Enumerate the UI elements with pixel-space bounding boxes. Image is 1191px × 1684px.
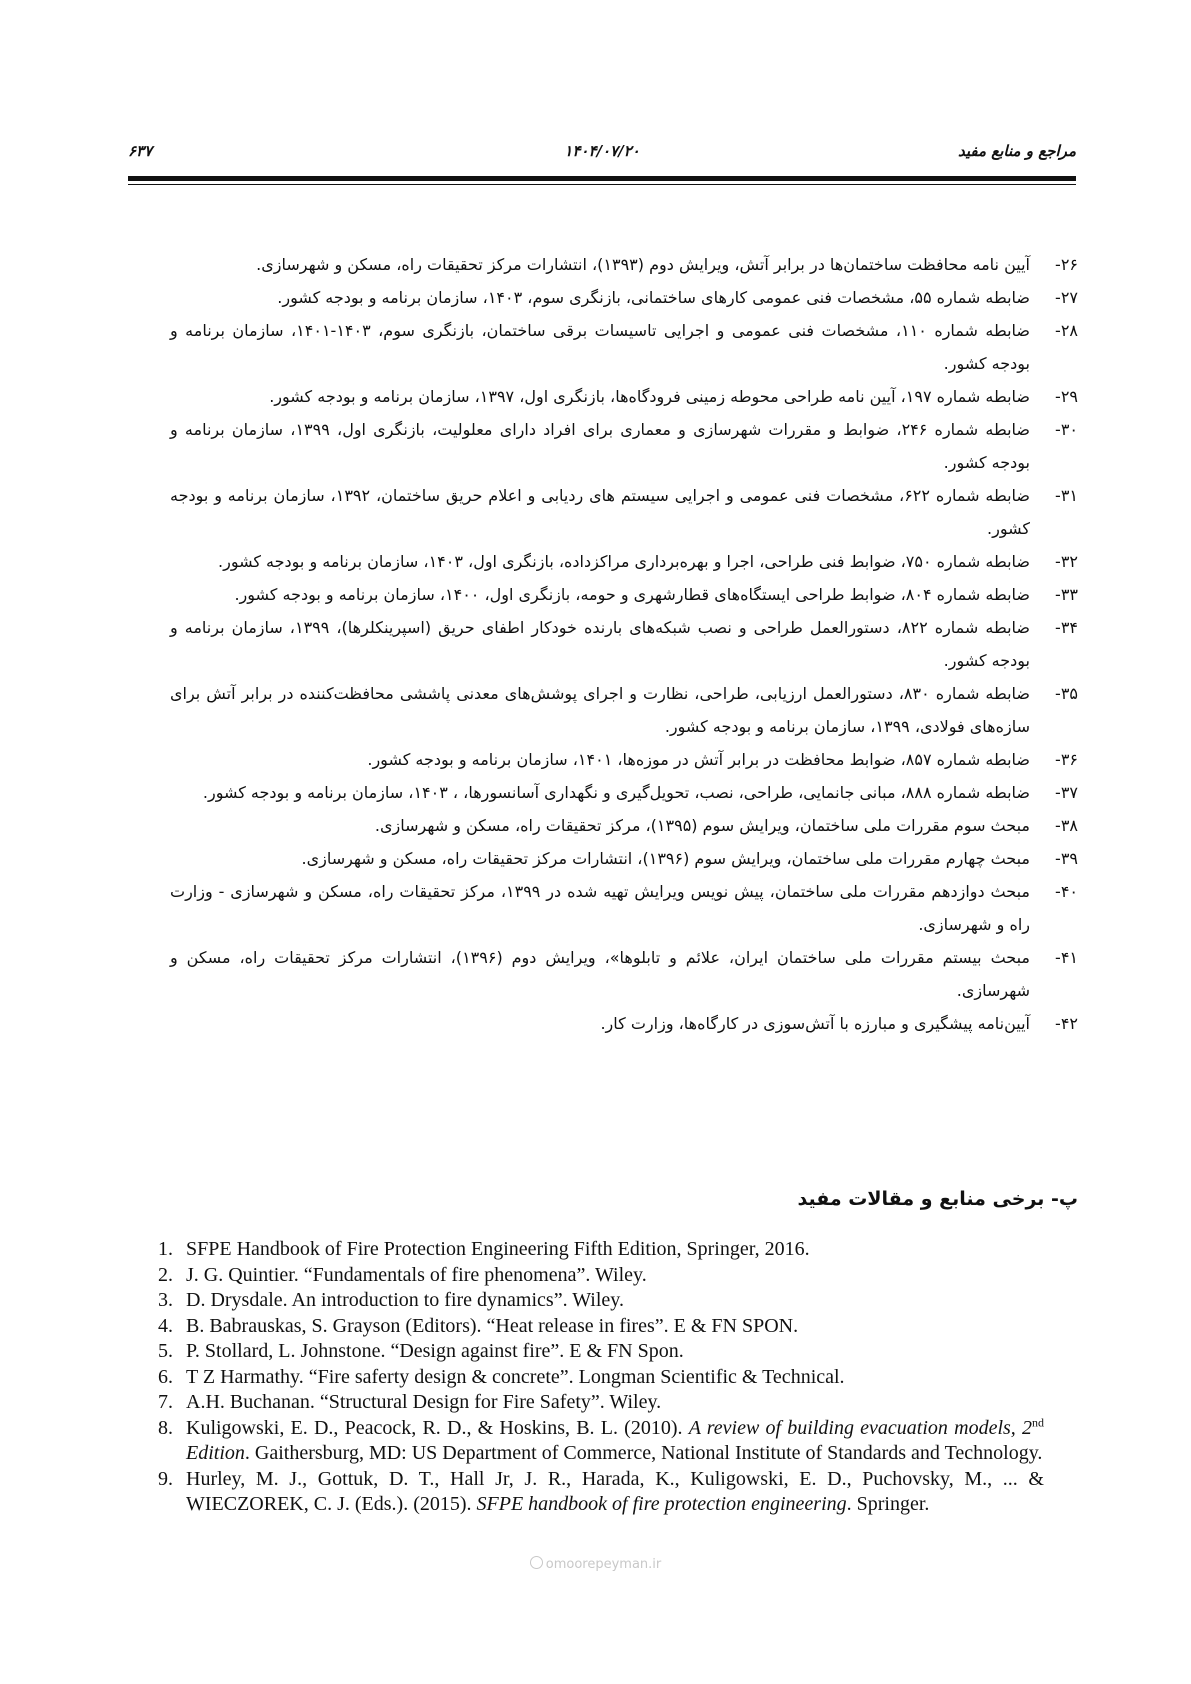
header-section-title: مراجع و منابع مفید xyxy=(958,142,1076,160)
reference-number: 7. xyxy=(158,1391,173,1413)
reference-number: ۲۸- xyxy=(1055,321,1078,340)
reference-text: آیین‌نامه پیشگیری و مبارزه با آتش‌سوزی در کارگاه‌ها، وزارت کار. xyxy=(600,1014,1030,1033)
reference-number: 6. xyxy=(158,1365,173,1388)
page-number: ۶۳۷ xyxy=(128,142,153,160)
english-reference-item xyxy=(158,1390,1044,1416)
english-reference-item xyxy=(158,1416,1044,1467)
english-reference-list xyxy=(158,1237,1044,1518)
english-reference-item xyxy=(158,1314,1044,1340)
reference-number: ۳۰- xyxy=(1055,420,1078,439)
reference-number: ۲۷- xyxy=(1055,288,1078,307)
reference-text: ضابطه شماره ۸۵۷، ضوابط محافظت در برابر آتش در موزه‌ها، ۱۴۰۱، سازمان برنامه و بودجه کشور. xyxy=(367,750,1030,769)
reference-text: ضابطه شماره ۸۸۸، مبانی جانمایی، طراحی، نصب، تحویل‌گیری و نگهداری آسانسورها، ، ۱۴۰۳، سازمان برنامه و بودجه کشور. xyxy=(202,783,1030,802)
persian-reference-item xyxy=(170,842,1078,875)
header-rule-thick xyxy=(128,176,1076,181)
reference-text: ضابطه شماره ۱۱۰، مشخصات فنی عمومی و اجرایی تاسیسات برقی ساختمان، بازنگری سوم، ۱۴۰۳-۱۴۰۱، سازمان برنامه و بودجه کشور. xyxy=(170,321,1031,373)
reference-text: ضابطه شماره ۱۹۷، آیین نامه طراحی محوطه زمینی فرودگاه‌ها، بازنگری اول، ۱۳۹۷، سازمان برنامه و بودجه کشور. xyxy=(269,387,1030,406)
reference-text: T Z Harmathy. “Fire saferty design & concrete”. Longman Scientific & Technical. xyxy=(186,1365,845,1388)
reference-number: ۳۱- xyxy=(1055,486,1078,505)
persian-reference-item xyxy=(170,875,1078,941)
persian-reference-item xyxy=(170,1007,1078,1040)
reference-text: ضابطه شماره ۶۲۲، مشخصات فنی عمومی و اجرایی سیستم های ردیابی و اعلام حریق ساختمان، ۱۳۹۲، سازمان برنامه و بودجه کشور. xyxy=(170,486,1030,538)
reference-number: ۴۰- xyxy=(1055,882,1078,901)
persian-reference-item xyxy=(170,545,1078,578)
reference-number: 8. xyxy=(158,1416,173,1439)
watermark-text: omoorepeyman.ir xyxy=(545,1557,662,1572)
reference-number: ۳۷- xyxy=(1055,783,1078,802)
reference-text: B. Babrauskas, S. Grayson (Editors). “Heat release in fires”. E & FN SPON. xyxy=(186,1314,799,1337)
persian-reference-item xyxy=(170,314,1078,380)
reference-number: 3. xyxy=(158,1289,173,1311)
reference-number: 2. xyxy=(158,1263,173,1286)
persian-reference-item xyxy=(170,776,1078,809)
reference-publisher: . Springer. xyxy=(846,1493,930,1515)
reference-title-cont: Edition xyxy=(186,1442,245,1464)
persian-reference-item xyxy=(170,479,1078,545)
reference-text: A.H. Buchanan. “Structural Design for Fire Safety”. Wiley. xyxy=(186,1391,662,1413)
english-reference-item xyxy=(158,1288,1044,1314)
reference-number: ۳۳- xyxy=(1055,585,1078,604)
watermark xyxy=(0,1556,1191,1572)
reference-number: ۲۶- xyxy=(1055,255,1078,274)
reference-publisher: . Gaithersburg, MD: US Department of Commerce, National Institute of Standards and Technology. xyxy=(244,1442,1043,1464)
watermark-logo-icon xyxy=(530,1556,543,1569)
reference-number: ۲۹- xyxy=(1055,387,1078,406)
reference-number: ۳۹- xyxy=(1055,849,1078,868)
reference-text: ضابطه شماره ۷۵۰، ضوابط فنی طراحی، اجرا و بهره‌برداری مراکزداده، بازنگری اول، ۱۴۰۳، سازمان برنامه و بودجه کشور. xyxy=(218,552,1030,571)
reference-number: 5. xyxy=(158,1340,173,1362)
persian-reference-item xyxy=(170,380,1078,413)
header-rule-thin xyxy=(128,184,1076,185)
persian-reference-item xyxy=(170,413,1078,479)
reference-text: J. G. Quintier. “Fundamentals of fire phenomena”. Wiley. xyxy=(186,1263,647,1286)
reference-title: SFPE handbook of fire protection engineering xyxy=(476,1493,847,1515)
reference-text-authors: Hurley, M. J., Gottuk, D. T., Hall Jr, J. R., Harada, K., Kuligowski, E. D., Puchovsky, M., ... & WIECZOREK, C. J. (Eds.). (2015). xyxy=(186,1467,1044,1515)
reference-number: ۳۵- xyxy=(1055,684,1078,703)
persian-reference-item xyxy=(170,809,1078,842)
persian-reference-item xyxy=(170,248,1078,281)
reference-text: ضابطه شماره ۸۰۴، ضوابط طراحی ایستگاه‌های قطارشهری و حومه، بازنگری اول، ۱۴۰۰، سازمان برنامه و بودجه کشور. xyxy=(234,585,1030,604)
reference-text: مبحث دوازدهم مقررات ملی ساختمان، پیش نویس ویرایش تهیه شده در ۱۳۹۹، مرکز تحقیقات راه، مسکن و شهرسازی - وزارت راه و شهرسازی. xyxy=(170,882,1030,934)
persian-reference-item xyxy=(170,578,1078,611)
reference-number: 9. xyxy=(158,1467,173,1490)
reference-title: A review of building evacuation models, 2 xyxy=(688,1416,1032,1439)
header-date: ۱۴۰۴/۰۷/۲۰ xyxy=(564,142,640,160)
reference-text: ضابطه شماره ۲۴۶، ضوابط و مقررات شهرسازی و معماری برای افراد دارای معلولیت، بازنگری اول، ۱۳۹۹، سازمان برنامه و بودجه کشور. xyxy=(170,420,1031,472)
reference-text: مبحث چهارم مقررات ملی ساختمان، ویرایش سوم (۱۳۹۶)، انتشارات مرکز تحقیقات راه، مسکن و شهرسازی. xyxy=(301,849,1030,868)
reference-text: مبحث بیستم مقررات ملی ساختمان ایران، علائم و تابلوها»، ویرایش دوم (۱۳۹۶)، انتشارات مرکز تحقیقات راه، مسکن و شهرسازی. xyxy=(170,948,1031,1000)
persian-reference-item xyxy=(170,743,1078,776)
section-heading: پ- برخی منابع و مقالات مفید xyxy=(797,1188,1078,1210)
reference-text-authors: Kuligowski, E. D., Peacock, R. D., & Hoskins, B. L. (2010). xyxy=(186,1416,689,1439)
reference-number: ۴۱- xyxy=(1055,948,1078,967)
reference-text: مبحث سوم مقررات ملی ساختمان، ویرایش سوم (۱۳۹۵)، مرکز تحقیقات راه، مسکن و شهرسازی. xyxy=(374,816,1030,835)
english-reference-item xyxy=(158,1339,1044,1365)
reference-text: D. Drysdale. An introduction to fire dynamics”. Wiley. xyxy=(186,1289,624,1311)
persian-reference-item xyxy=(170,281,1078,314)
reference-number: ۳۴- xyxy=(1055,618,1078,637)
reference-superscript: nd xyxy=(1032,1414,1044,1429)
english-reference-item xyxy=(158,1237,1044,1263)
english-reference-item xyxy=(158,1263,1044,1289)
persian-reference-item xyxy=(170,677,1078,743)
reference-number: 4. xyxy=(158,1314,173,1337)
persian-reference-item xyxy=(170,611,1078,677)
page-header xyxy=(128,142,1076,164)
reference-text: ضابطه شماره ۵۵، مشخصات فنی عمومی کارهای ساختمانی، بازنگری سوم، ۱۴۰۳، سازمان برنامه و بودجه کشور. xyxy=(277,288,1030,307)
english-reference-item xyxy=(158,1467,1044,1518)
reference-number: ۴۲- xyxy=(1055,1014,1078,1033)
persian-reference-list xyxy=(170,248,1078,1040)
reference-number: ۳۶- xyxy=(1055,750,1078,769)
reference-text: ضابطه شماره ۸۳۰، دستورالعمل ارزیابی، طراحی، نظارت و اجرای پوشش‌های معدنی پاششی محافظت‌کننده در برابر آتش برای سازه‌های فولادی، ۱۳۹۹، سازمان برنامه و بودجه کشور. xyxy=(170,684,1031,736)
reference-number: 1. xyxy=(158,1238,173,1260)
reference-text: P. Stollard, L. Johnstone. “Design against fire”. E & FN Spon. xyxy=(186,1340,684,1362)
english-reference-item xyxy=(158,1365,1044,1391)
reference-text: SFPE Handbook of Fire Protection Engineering Fifth Edition, Springer, 2016. xyxy=(186,1238,810,1260)
reference-number: ۳۸- xyxy=(1055,816,1078,835)
reference-number: ۳۲- xyxy=(1055,552,1078,571)
persian-reference-item xyxy=(170,941,1078,1007)
reference-text: ضابطه شماره ۸۲۲، دستورالعمل طراحی و نصب شبکه‌های بارنده خودکار اطفای حریق (اسپرینکلرها)، ۱۳۹۹، سازمان برنامه و بودجه کشور. xyxy=(170,618,1030,670)
reference-text: آیین نامه محافظت ساختمان‌ها در برابر آتش، ویرایش دوم (۱۳۹۳)، انتشارات مرکز تحقیقات راه، مسکن و شهرسازی. xyxy=(256,255,1030,274)
